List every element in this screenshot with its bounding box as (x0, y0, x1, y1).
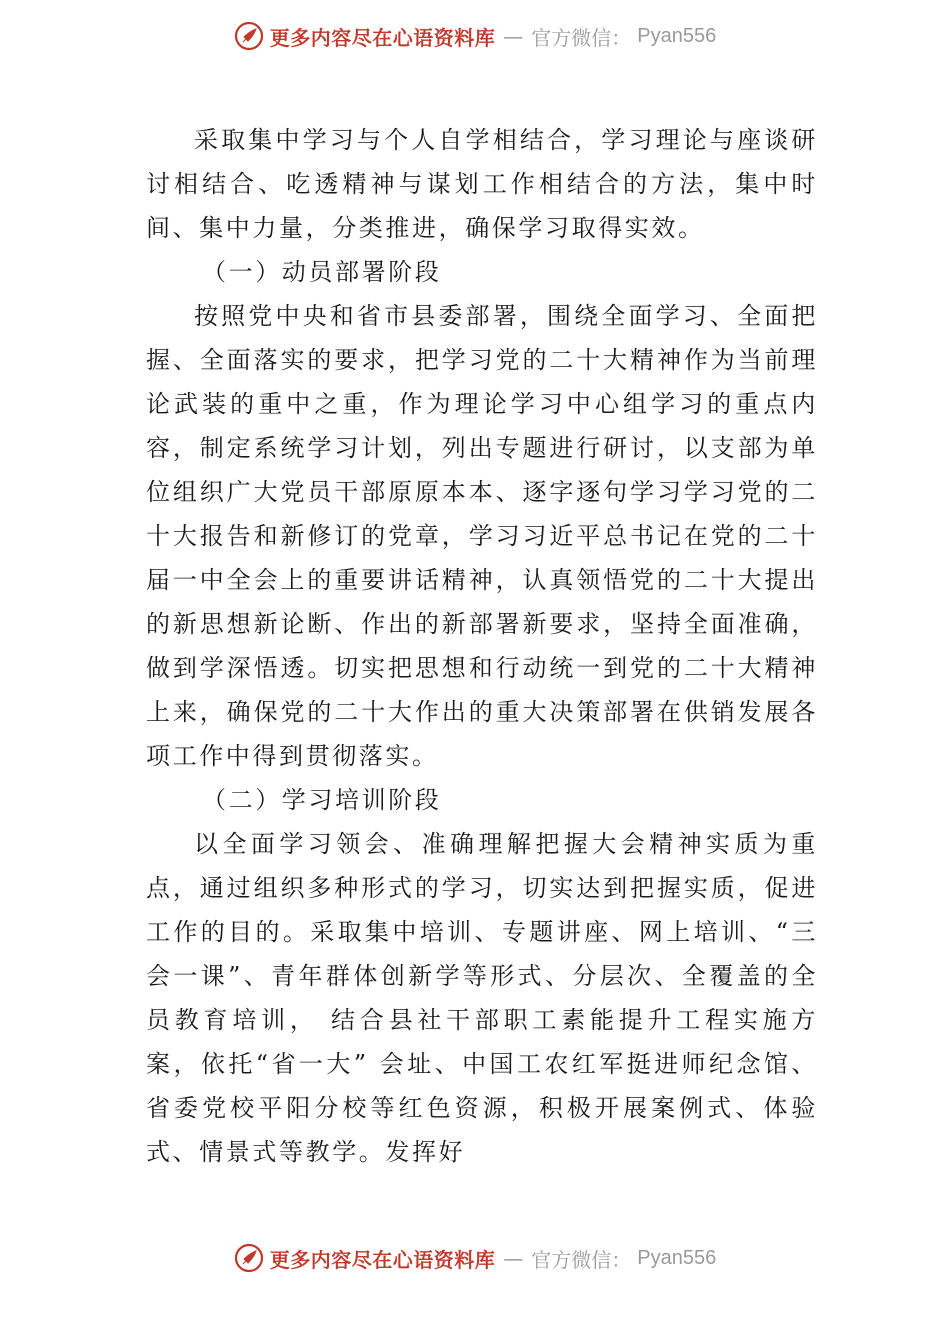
quill-logo-icon (234, 21, 264, 51)
document-body (146, 118, 818, 1174)
paragraph-intro: 采取集中学习与个人自学相结合，学习理论与座谈研讨相结合、吃透精神与谋划工作相结合的方法，集中时间、集中力量，分类推进，确保学习取得实效。 (146, 126, 818, 242)
section-heading-2: （二）学习培训阶段 (202, 786, 442, 814)
watermark-separator: — (503, 24, 524, 48)
watermark-header (0, 16, 950, 56)
paragraph-mobilization: 按照党中央和省市县委部署，围绕全面学习、全面把握、全面落实的要求，把学习党的二十大精神作为当前理论武装的重中之重，作为理论学习中心组学习的重点内容，制定系统学习计划，列出专题进行研讨，以支部为单位组织广大党员干部原原本本、逐字逐句学习学习党的二十大报告和新修订的党章，学习习近平总书记在党的二十届一中全会上的重要讲话精神，认真领悟党的二十大提出的新思想新论断、作出的新部署新要求，坚持全面准确，做到学深悟透。切实把思想和行动统一到党的二十大精神上来，确保党的二十大作出的重大决策部署在供销发展各项工作中得到贯彻落实。 (146, 302, 818, 770)
watermark-wechat-id: Pyan556 (637, 1246, 717, 1269)
watermark-wechat-label: 官方微信： (531, 25, 632, 50)
paragraph-training: 以全面学习领会、准确理解把握大会精神实质为重点，通过组织多种形式的学习，切实达到把握实质，促进工作的目的。采取集中培训、专题讲座、网上培训、“三会一课”、青年群体创新学等形式、分层次、全覆盖的全员教育培训， 结合县社干部职工素能提升工程实施方案，依托“省一大” 会址、中国工农红军挺进师纪念馆、省委党校平阳分校等红色资源，积极开展案例式、体验式、情景式等教学。发挥好 (146, 830, 818, 1166)
section-heading-1: （一）动员部署阶段 (202, 258, 442, 286)
watermark-footer (0, 1238, 950, 1278)
watermark-separator: — (503, 1246, 524, 1270)
watermark-wechat-label: 官方微信： (531, 1247, 632, 1272)
watermark-brand-text: 更多内容尽在心语资料库 (269, 1247, 496, 1272)
watermark-brand-text: 更多内容尽在心语资料库 (269, 25, 496, 50)
quill-logo-icon (234, 1243, 264, 1273)
watermark-wechat-id: Pyan556 (637, 24, 717, 47)
